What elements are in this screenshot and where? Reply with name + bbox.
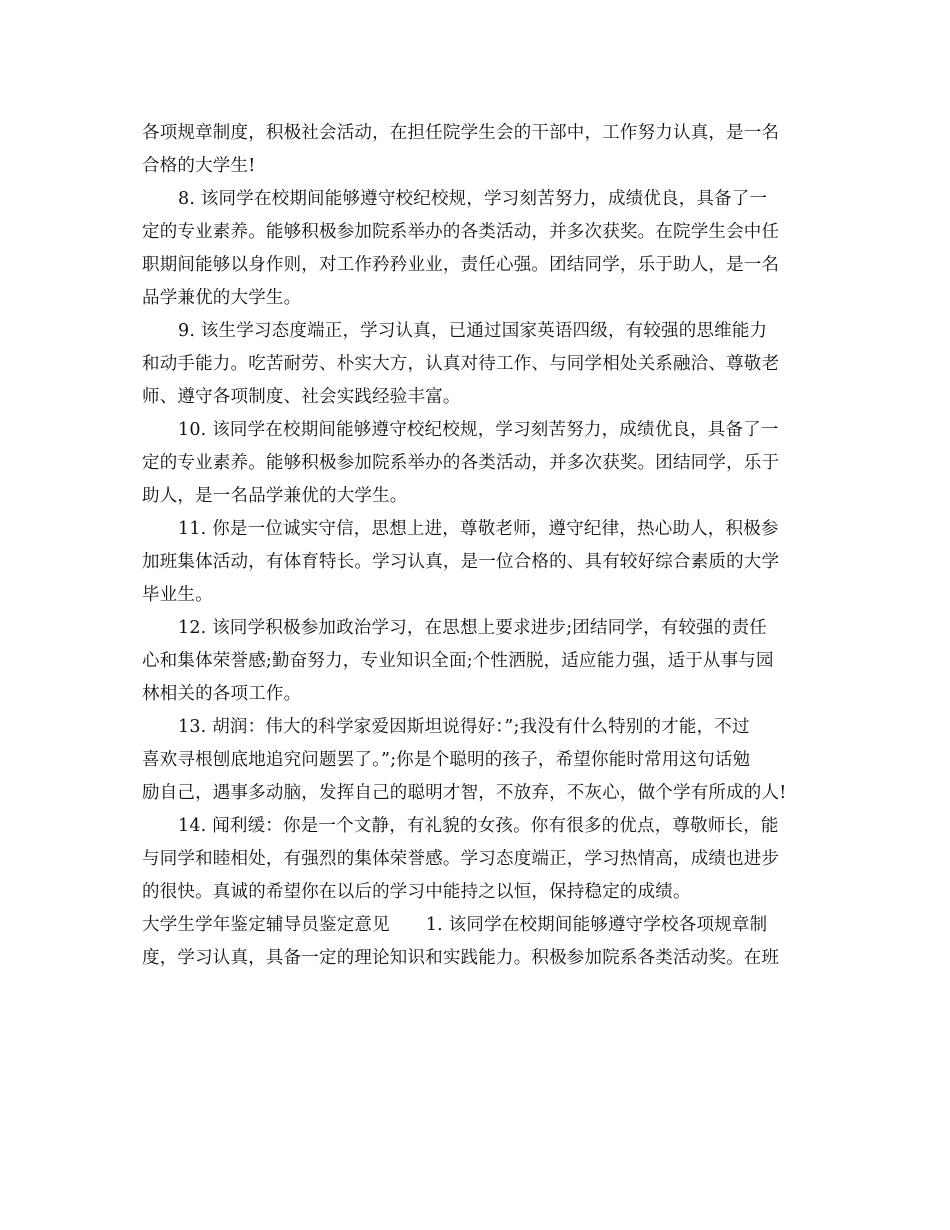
text-line: 林相关的各项工作。	[142, 684, 302, 704]
text-line: 定的专业素养。能够积极参加院系举办的各类活动，并多次获奖。在院学生会中任	[142, 222, 780, 242]
text-line: 心和集体荣誉感;勤奋努力，专业知识全面;个性洒脱，适应能力强，适于从事与园	[142, 651, 774, 671]
text-line: 的很快。真诚的希望你在以后的学习中能持之以恒，保持稳定的成绩。	[142, 882, 691, 902]
paragraph-item-12: 12. 该同学积极参加政治学习，在思想上要求进步;团结同学，有较强的责任	[178, 618, 767, 638]
document-body	[142, 117, 822, 975]
paragraph-item-13: 13. 胡润：伟大的科学家爱因斯坦说得好：”;我没有什么特别的才能，不过	[178, 717, 750, 737]
text-line: 定的专业素养。能够积极参加院系举办的各类活动，并多次获奖。团结同学，乐于	[142, 453, 780, 473]
text-line: 助人，是一名品学兼优的大学生。	[142, 486, 408, 506]
paragraph-item-11: 11. 你是一位诚实守信，思想上进，尊敬老师，遵守纪律，热心助人，积极参	[178, 519, 779, 539]
text-line: 品学兼优的大学生。	[142, 288, 302, 308]
section-heading: 大学生学年鉴定辅导员鉴定意见	[142, 915, 390, 935]
text-line: 喜欢寻根刨底地追究问题罢了。”;你是个聪明的孩子，希望你能时常用这句话勉	[142, 750, 751, 770]
section-heading-line	[142, 909, 822, 942]
paragraph-item-9: 9. 该生学习态度端正，学习认真，已通过国家英语四级，有较强的思维能力	[178, 321, 768, 341]
text-line: 职期间能够以身作则，对工作矜矜业业，责任心强。团结同学，乐于助人，是一名	[142, 255, 780, 275]
section-first-item: 1. 该同学在校期间能够遵守学校各项规章制	[425, 915, 768, 935]
text-line: 和动手能力。吃苦耐劳、朴实大方，认真对待工作、与同学相处关系融洽、尊敬老	[142, 354, 780, 374]
text-line: 度，学习认真，具备一定的理论知识和实践能力。积极参加院系各类活动奖。在班	[142, 948, 780, 968]
paragraph-item-10: 10. 该同学在校期间能够遵守校纪校规，学习刻苦努力，成绩优良，具备了一	[178, 420, 779, 440]
paragraph-item-14: 14. 闻利缓：你是一个文静，有礼貌的女孩。你有很多的优点，尊敬师长，能	[178, 816, 779, 836]
paragraph-item-8: 8. 该同学在校期间能够遵守校纪校规，学习刻苦努力，成绩优良，具备了一	[178, 189, 768, 209]
text-line: 各项规章制度，积极社会活动，在担任院学生会的干部中，工作努力认真，是一名	[142, 123, 780, 143]
text-line: 加班集体活动，有体育特长。学习认真，是一位合格的、具有较好综合素质的大学	[142, 552, 780, 572]
text-line: 毕业生。	[142, 585, 213, 605]
text-line: 师、遵守各项制度、社会实践经验丰富。	[142, 387, 461, 407]
text-line: 合格的大学生!	[142, 156, 256, 176]
text-line: 与同学和睦相处，有强烈的集体荣誉感。学习态度端正，学习热情高，成绩也进步	[142, 849, 780, 869]
text-line: 励自己，遇事多动脑，发挥自己的聪明才智，不放弃，不灰心，做个学有所成的人!	[142, 783, 787, 803]
